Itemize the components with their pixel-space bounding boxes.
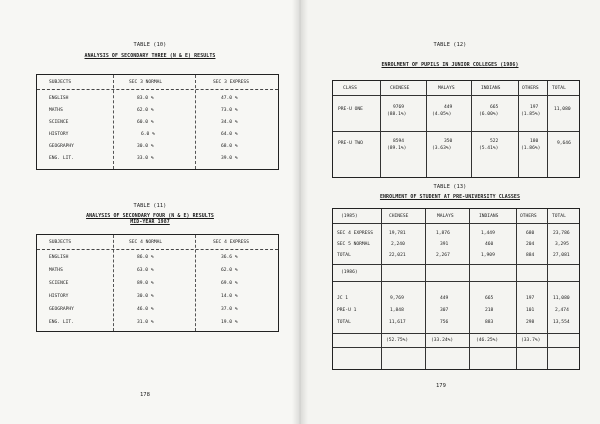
page-number: 178 bbox=[140, 392, 150, 398]
table11-caption: TABLE (11) bbox=[133, 203, 167, 209]
table10: SUBJECTS SEC 3 NORMAL SEC 3 EXPRESS ENGLISH 83.0 % 47.0 % MATHS 62.0 % 73.0 % SCIENCE 60.0 % 34.0 % HISTORY 6.0 % 64.0 % GEOGRAPHY 30.0 % 68.0 % ENG. LIT. 33.0 % 39.0 % bbox=[36, 74, 279, 170]
table11-subtitle: MID-YEAR 1987 bbox=[130, 219, 170, 225]
book-gutter bbox=[292, 0, 308, 424]
page-number: 179 bbox=[436, 383, 446, 389]
table13-title: ENROLMENT OF STUDENT AT PRE-UNIVERSITY CLASSES bbox=[379, 194, 521, 200]
table11: SUBJECTS SEC 4 NORMAL SEC 4 EXPRESS ENGLISH 86.0 % 36.6 % MATHS 63.0 % 62.0 % SCIENCE 89.0 % 69.0 % HISTORY 30.0 % 14.0 % GEOGRAPHY 46.0 % 37.0 % ENG. LIT. 31.0 % 19.0 % bbox=[36, 234, 279, 332]
table10-title: ANALYSIS OF SECONDARY THREE (N & E) RESULTS bbox=[84, 53, 216, 59]
table13-caption: TABLE (13) bbox=[433, 184, 467, 190]
table12-title: ENROLMENT OF PUPILS IN JUNIOR COLLEGES (1986) bbox=[381, 62, 519, 68]
table12: CLASS CHINESE MALAYS INDIANS OTHERS TOTAL PRE-U ONE 9769 (88.1%) 449 (4.05%) 665 (6.00%) 197 (1.85%) 11,080 PRE-U TWO 8594 (89.1%) 350 (3.63%) 522 (5.41%) 180 (1.86%) 9,646 bbox=[332, 80, 580, 178]
table11-title: ANALYSIS OF SECONDARY FOUR (N & E) RESULTS bbox=[86, 213, 214, 219]
table13: (1985) CHINESE MALAYS INDIANS OTHERS TOTAL SEC 4 EXPRESS 19,781 1,876 1,449 680 23,786 SEC 5 NORMAL 2,240 391 460 204 3,295 TOTAL 22,021 2,267 1,909 884 27,081 (1986) JC 1 9,769 449 665 197 11,080 PRE-U 1 1,848 307 218 101 2,474 TOTAL 11,617 756 883 298 13,554 (52.75%) (33.24%) (46.25%) (33.7%) bbox=[332, 208, 580, 370]
table10-caption: TABLE (10) bbox=[133, 42, 167, 48]
table12-caption: TABLE (12) bbox=[433, 42, 467, 48]
right-page bbox=[300, 0, 600, 424]
